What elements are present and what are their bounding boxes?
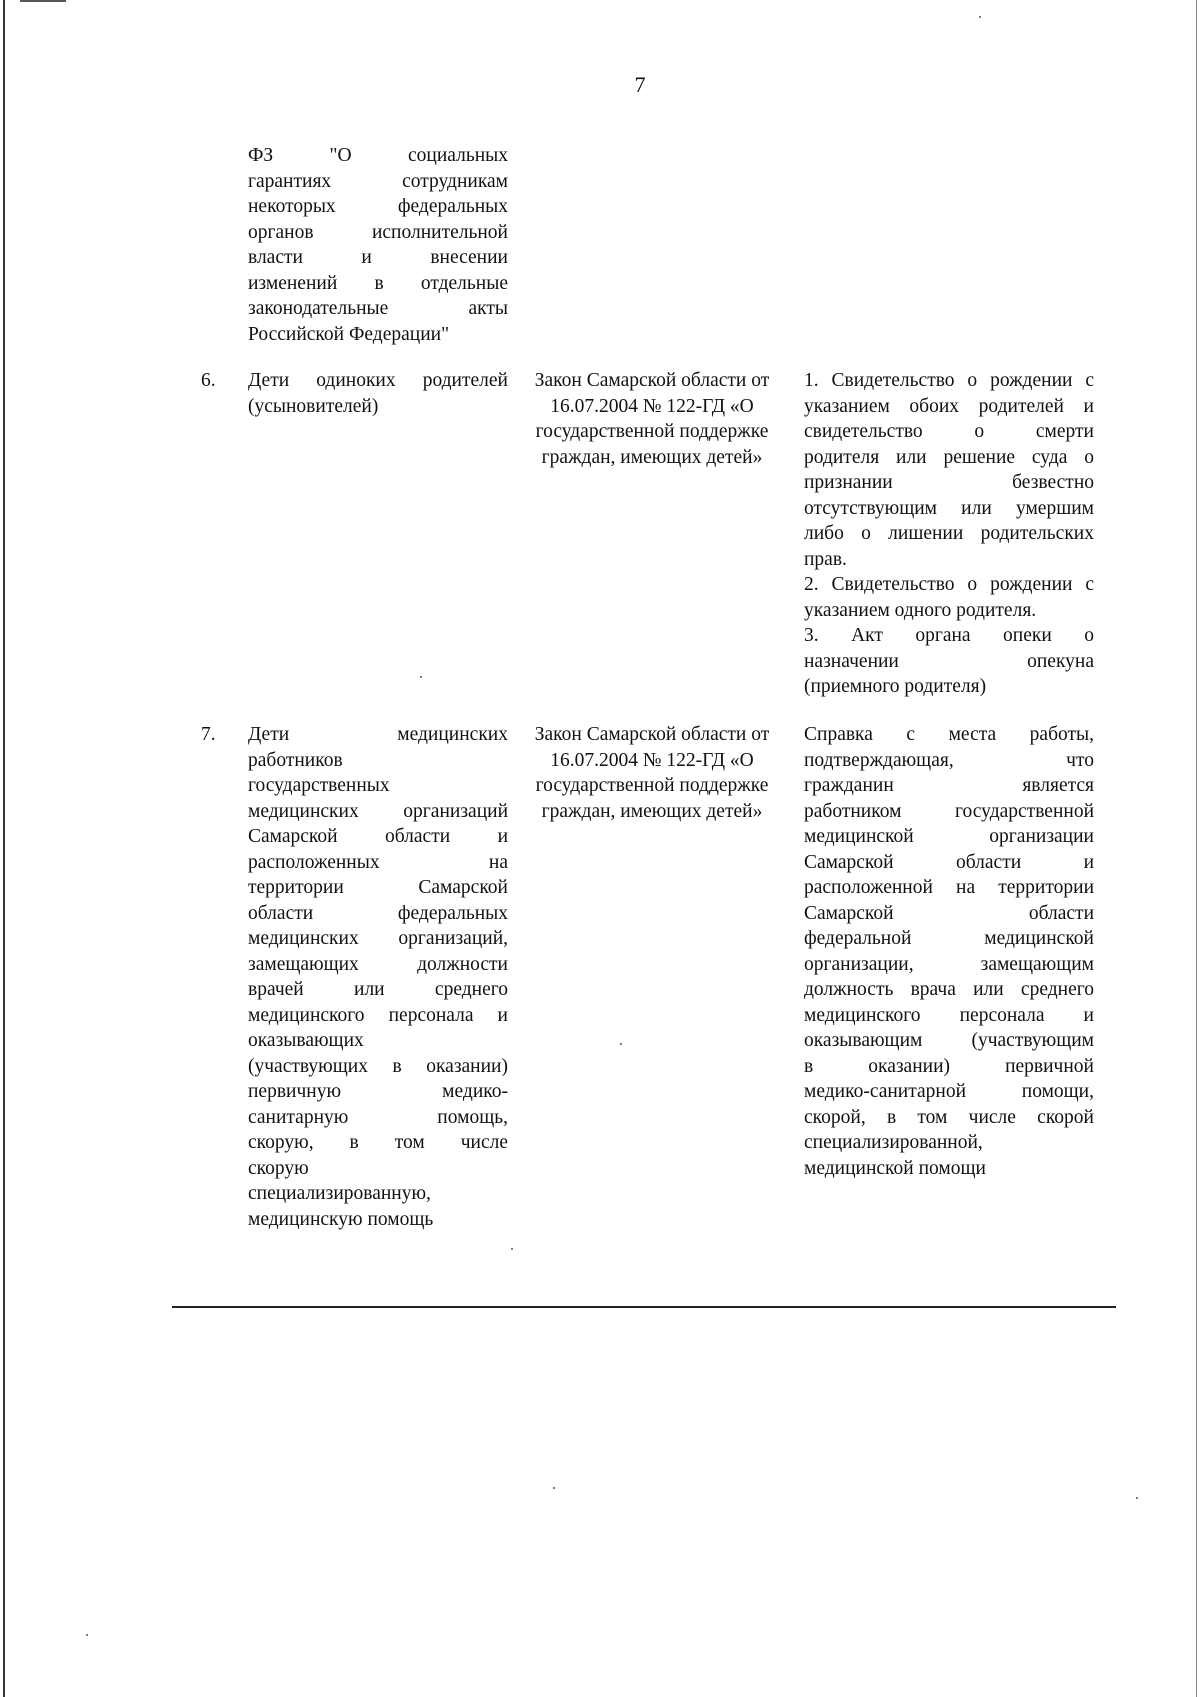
- text-line: государственной поддержке: [535, 421, 769, 442]
- row-category: [248, 368, 508, 419]
- scan-speck: [86, 1634, 88, 1636]
- text-line: скорую, в том числе: [248, 1132, 508, 1153]
- text-line: организации, замещающим: [804, 953, 1094, 975]
- bottom-divider-line: [172, 1306, 1116, 1308]
- text-line: указанием одного родителя.: [804, 599, 1037, 621]
- page-number: 7: [634, 72, 646, 97]
- text-line: должность врача или среднего: [804, 979, 1094, 1000]
- text-line: расположенных на: [248, 851, 508, 873]
- text-line: указанием обоих родителей и: [804, 395, 1094, 417]
- scan-speck: [1136, 1497, 1138, 1499]
- text-line: Дети одиноких родителей: [248, 370, 508, 391]
- text-line: первичную медико-: [248, 1081, 508, 1102]
- text-line: скорую: [248, 1157, 309, 1179]
- scan-speck: [511, 1248, 513, 1250]
- text-line: (приемного родителя): [804, 676, 987, 697]
- scan-speck: [553, 1487, 555, 1489]
- continued-law-text: [248, 143, 508, 347]
- text-line: работников: [248, 749, 343, 771]
- text-line: некоторых федеральных: [248, 196, 508, 217]
- text-line: 1. Свидетельство о рождении с: [804, 370, 1094, 391]
- text-line: Закон Самарской области от: [534, 724, 770, 745]
- text-line: Закон Самарской области от: [534, 370, 770, 391]
- text-line: оказывающим (участвующим: [804, 1030, 1094, 1051]
- text-line: граждан, имеющих детей»: [541, 446, 763, 468]
- text-line: медицинских организаций: [248, 800, 508, 822]
- text-line: (участвующих в оказании): [248, 1055, 508, 1077]
- text-line: родителя или решение суда о: [804, 446, 1094, 468]
- text-line: граждан, имеющих детей»: [541, 800, 763, 822]
- text-line: области федеральных: [248, 902, 508, 924]
- page-right-edge: [1196, 0, 1197, 1697]
- scan-speck: [620, 1043, 622, 1045]
- text-line: в оказании) первичной: [804, 1055, 1094, 1077]
- row-category: [248, 722, 508, 1232]
- text-line: власти и внесении: [248, 247, 508, 268]
- text-line: Самарской области и: [804, 851, 1094, 873]
- text-line: врачей или среднего: [248, 979, 508, 1000]
- text-line: медицинской организации: [804, 826, 1094, 847]
- text-line: 16.07.2004 № 122-ГД «О: [550, 395, 754, 417]
- text-line: государственных: [248, 775, 390, 796]
- scan-speck: [979, 16, 981, 18]
- text-line: территории Самарской: [248, 877, 508, 898]
- text-line: федеральной медицинской: [804, 928, 1094, 949]
- text-line: свидетельство о смерти: [804, 421, 1094, 442]
- text-line: медицинских организаций,: [248, 928, 508, 949]
- text-line: Российской Федерации": [248, 323, 450, 345]
- text-line: медицинского персонала и: [248, 1004, 508, 1026]
- text-line: законодательные акты: [248, 298, 508, 319]
- text-line: Справка с места работы,: [804, 724, 1094, 745]
- row-number: 7.: [201, 724, 216, 745]
- scan-speck: [420, 676, 422, 678]
- row-documents: [804, 368, 1094, 700]
- row-documents: [804, 722, 1094, 1181]
- text-line: оказывающих: [248, 1030, 364, 1051]
- text-line: прав.: [804, 548, 847, 570]
- text-line: 3. Акт органа опеки о: [804, 625, 1094, 646]
- top-edge-mark: [20, 0, 66, 2]
- text-line: Дети медицинских: [248, 724, 508, 745]
- text-line: признании безвестно: [804, 472, 1094, 493]
- text-line: гражданин является: [804, 775, 1094, 796]
- text-line: специализированной,: [804, 1132, 983, 1153]
- text-line: подтверждающая, что: [804, 749, 1094, 771]
- text-line: (усыновителей): [248, 395, 379, 417]
- text-line: органов исполнительной: [248, 221, 508, 243]
- row-number: 6.: [201, 370, 216, 391]
- text-line: скорой, в том числе скорой: [804, 1106, 1094, 1128]
- text-line: гарантиях сотрудникам: [248, 170, 508, 192]
- text-line: 16.07.2004 № 122-ГД «О: [550, 749, 754, 771]
- text-line: государственной поддержке: [535, 775, 769, 796]
- text-line: изменений в отдельные: [248, 272, 508, 294]
- text-line: 2. Свидетельство о рождении с: [804, 574, 1094, 595]
- text-line: медицинской помощи: [804, 1157, 986, 1179]
- page-left-edge: [3, 0, 5, 1697]
- text-line: медико-санитарной помощи,: [804, 1081, 1094, 1102]
- text-line: медицинского персонала и: [804, 1004, 1094, 1026]
- text-line: работником государственной: [804, 800, 1094, 822]
- text-line: медицинскую помощь: [248, 1208, 434, 1230]
- text-line: Самарской области: [804, 902, 1094, 924]
- row-law: [516, 722, 788, 824]
- text-line: Самарской области и: [248, 826, 508, 847]
- text-line: специализированную,: [248, 1183, 431, 1204]
- text-line: ФЗ "О социальных: [248, 145, 508, 166]
- row-law: [516, 368, 788, 470]
- text-line: либо о лишении родительских: [804, 523, 1094, 544]
- text-line: отсутствующим или умершим: [804, 497, 1094, 519]
- text-line: санитарную помощь,: [248, 1106, 508, 1128]
- text-line: расположенной на территории: [804, 877, 1094, 898]
- text-line: замещающих должности: [248, 953, 508, 975]
- text-line: назначении опекуна: [804, 650, 1094, 672]
